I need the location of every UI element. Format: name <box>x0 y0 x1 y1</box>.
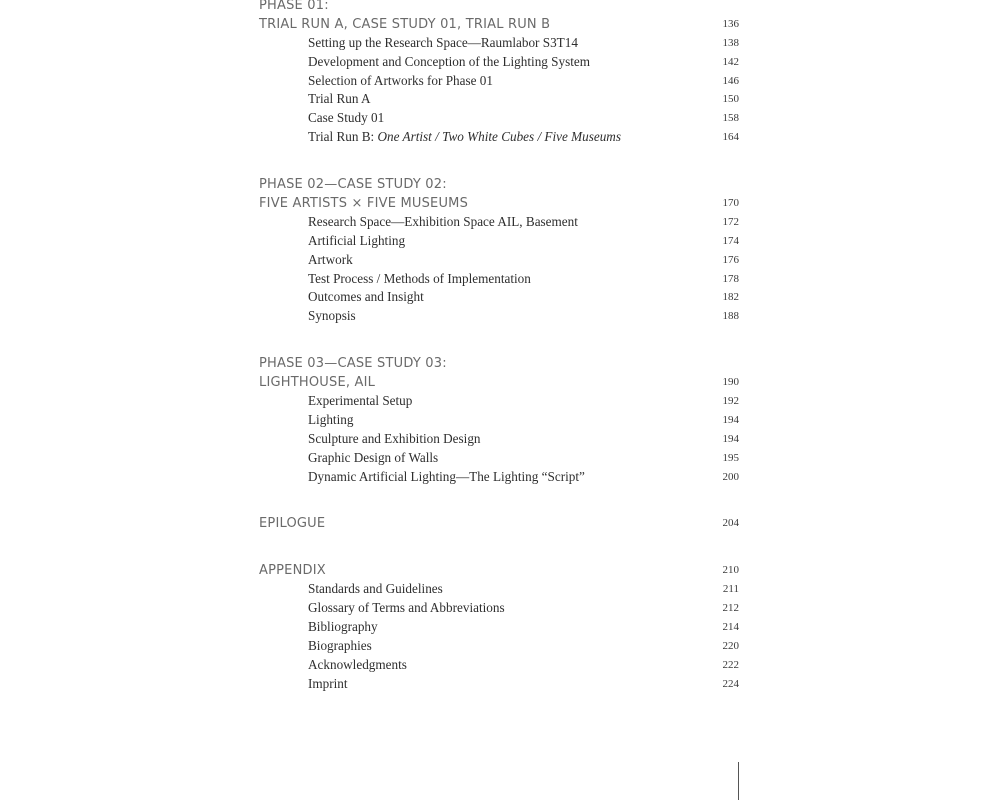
toc-entry-title <box>259 580 443 599</box>
page-number: 210 <box>722 564 739 577</box>
section-heading-line <box>259 561 739 580</box>
page-edge-rule <box>738 762 739 800</box>
toc-section <box>259 0 739 147</box>
toc-entry-title-text: Biographies <box>308 637 372 653</box>
toc-entry-title-text: Outcomes and Insight <box>308 289 424 305</box>
toc-entry-title <box>259 656 407 675</box>
section-heading-line <box>259 0 739 15</box>
toc-entry-title <box>259 468 585 487</box>
page-number: 192 <box>722 395 739 408</box>
page-number: 190 <box>722 376 739 389</box>
toc-entry-title-text: Case Study 01 <box>308 110 385 126</box>
page-number: 138 <box>722 36 739 49</box>
toc-entry-title-text: Setting up the Research Space—Raumlabor S3T14 <box>308 34 578 50</box>
toc-entry[interactable] <box>259 34 739 53</box>
toc-entry-title-text: Selection of Artworks for Phase 01 <box>308 72 493 88</box>
page-number: 170 <box>722 197 739 210</box>
page-number: 188 <box>722 310 739 323</box>
page-number: 204 <box>722 517 739 530</box>
toc-entry-title <box>259 411 353 430</box>
toc-entry-title <box>259 307 356 326</box>
toc-entry[interactable] <box>259 637 739 656</box>
toc-entry-title-text: Research Space—Exhibition Space AIL, Basement <box>308 213 578 229</box>
toc-entry-title <box>259 251 353 270</box>
toc-entry-title <box>259 53 590 72</box>
toc-entry[interactable] <box>259 53 739 72</box>
toc-entry-title-text: Lighting <box>308 411 354 427</box>
toc-entry-title-italic: One Artist / Two White Cubes / Five Museums <box>377 129 621 145</box>
toc-entry[interactable] <box>259 90 739 109</box>
toc-entry[interactable] <box>259 656 739 675</box>
toc-entry[interactable] <box>259 392 739 411</box>
toc-entry[interactable] <box>259 599 739 618</box>
toc-entry-title <box>259 72 493 91</box>
page-number: 182 <box>722 291 739 304</box>
toc-entry-title-text: Trial Run A <box>308 91 371 107</box>
toc-section <box>259 514 739 533</box>
section-heading-text: TRIAL RUN A, CASE STUDY 01, TRIAL RUN B <box>259 16 551 32</box>
toc-entry-title <box>259 270 531 289</box>
section-heading-text: PHASE 01: <box>259 0 329 13</box>
toc-entry[interactable] <box>259 675 739 694</box>
page-number: 146 <box>722 74 739 87</box>
toc-entry-title-text: Glossary of Terms and Abbreviations <box>308 600 505 616</box>
section-heading-text: PHASE 03—CASE STUDY 03: <box>259 356 447 372</box>
toc-entry[interactable] <box>259 580 739 599</box>
section-heading-text: LIGHTHOUSE, AIL <box>259 375 376 391</box>
toc-entry[interactable] <box>259 449 739 468</box>
page-number: 214 <box>722 621 739 634</box>
toc-entry-title-text: Artificial Lighting <box>308 232 406 248</box>
toc-entry-title <box>259 430 481 449</box>
page-number: 222 <box>722 658 739 671</box>
toc-entry-title <box>259 128 621 147</box>
toc-section <box>259 561 739 693</box>
toc-entry[interactable] <box>259 232 739 251</box>
toc-entry[interactable] <box>259 109 739 128</box>
toc-entry[interactable] <box>259 251 739 270</box>
page-number: 158 <box>722 112 739 125</box>
toc-entry[interactable] <box>259 213 739 232</box>
toc-entry-title-text: Test Process / Methods of Implementation <box>308 270 531 286</box>
page-number: 172 <box>722 215 739 228</box>
toc-entry[interactable] <box>259 618 739 637</box>
toc-entry[interactable] <box>259 468 739 487</box>
toc-entry-title <box>259 675 348 694</box>
toc-entry-title <box>259 392 412 411</box>
page-number: 136 <box>722 17 739 30</box>
section-heading-text: PHASE 02—CASE STUDY 02: <box>259 177 447 193</box>
toc-entry-title-text: Artwork <box>308 251 353 267</box>
toc-entry-title-text: Sculpture and Exhibition Design <box>308 430 481 446</box>
toc-entry-title-text: Acknowledgments <box>308 656 407 672</box>
page-number: 200 <box>722 470 739 483</box>
toc-entry-title-text: Imprint <box>308 675 348 691</box>
page-number: 220 <box>722 639 739 652</box>
toc-section <box>259 175 739 326</box>
section-heading-line <box>259 514 739 533</box>
table-of-contents <box>259 0 739 722</box>
toc-entry-title-text: Dynamic Artificial Lighting—The Lighting “Script” <box>308 468 585 484</box>
toc-entry[interactable] <box>259 430 739 449</box>
toc-entry-title <box>259 288 424 307</box>
section-heading-line <box>259 175 739 194</box>
toc-entry-title-text: Bibliography <box>308 619 378 635</box>
toc-entry-title <box>259 637 372 656</box>
page-number: 142 <box>722 55 739 68</box>
toc-entry-title <box>259 213 578 232</box>
page-number: 212 <box>722 602 739 615</box>
toc-entry-title-text: Experimental Setup <box>308 393 413 409</box>
toc-entry[interactable] <box>259 72 739 91</box>
toc-section <box>259 354 739 486</box>
toc-entry-title-text: Trial Run B: <box>308 129 378 145</box>
section-heading-line <box>259 15 739 34</box>
toc-entry-title-text: Graphic Design of Walls <box>308 449 439 465</box>
toc-entry-title <box>259 232 405 251</box>
page-number: 164 <box>722 131 739 144</box>
toc-entry[interactable] <box>259 128 739 147</box>
toc-entry-title <box>259 449 438 468</box>
toc-entry-title <box>259 599 505 618</box>
toc-entry[interactable] <box>259 288 739 307</box>
section-heading-line <box>259 354 739 373</box>
toc-entry-title <box>259 34 578 53</box>
toc-entry-title <box>259 109 384 128</box>
page-number: 174 <box>722 234 739 247</box>
page-number: 224 <box>722 677 739 690</box>
page-number: 194 <box>722 432 739 445</box>
section-heading-text: APPENDIX <box>259 563 326 579</box>
section-heading-line <box>259 373 739 392</box>
page-number: 195 <box>722 451 739 464</box>
page-number: 176 <box>722 253 739 266</box>
toc-entry-title <box>259 90 371 109</box>
page-number: 178 <box>722 272 739 285</box>
toc-entry-title-text: Development and Conception of the Lighting System <box>308 53 591 69</box>
toc-entry[interactable] <box>259 307 739 326</box>
section-heading-text: EPILOGUE <box>259 516 326 532</box>
toc-entry-title-text: Synopsis <box>308 308 356 324</box>
page-number: 194 <box>722 413 739 426</box>
page-number: 211 <box>722 583 739 596</box>
page-number: 150 <box>722 93 739 106</box>
toc-entry[interactable] <box>259 411 739 430</box>
toc-entry-title <box>259 618 378 637</box>
toc-entry-title-text: Standards and Guidelines <box>308 581 443 597</box>
section-heading-line <box>259 194 739 213</box>
section-heading-text: FIVE ARTISTS × FIVE MUSEUMS <box>259 196 469 212</box>
toc-entry[interactable] <box>259 270 739 289</box>
